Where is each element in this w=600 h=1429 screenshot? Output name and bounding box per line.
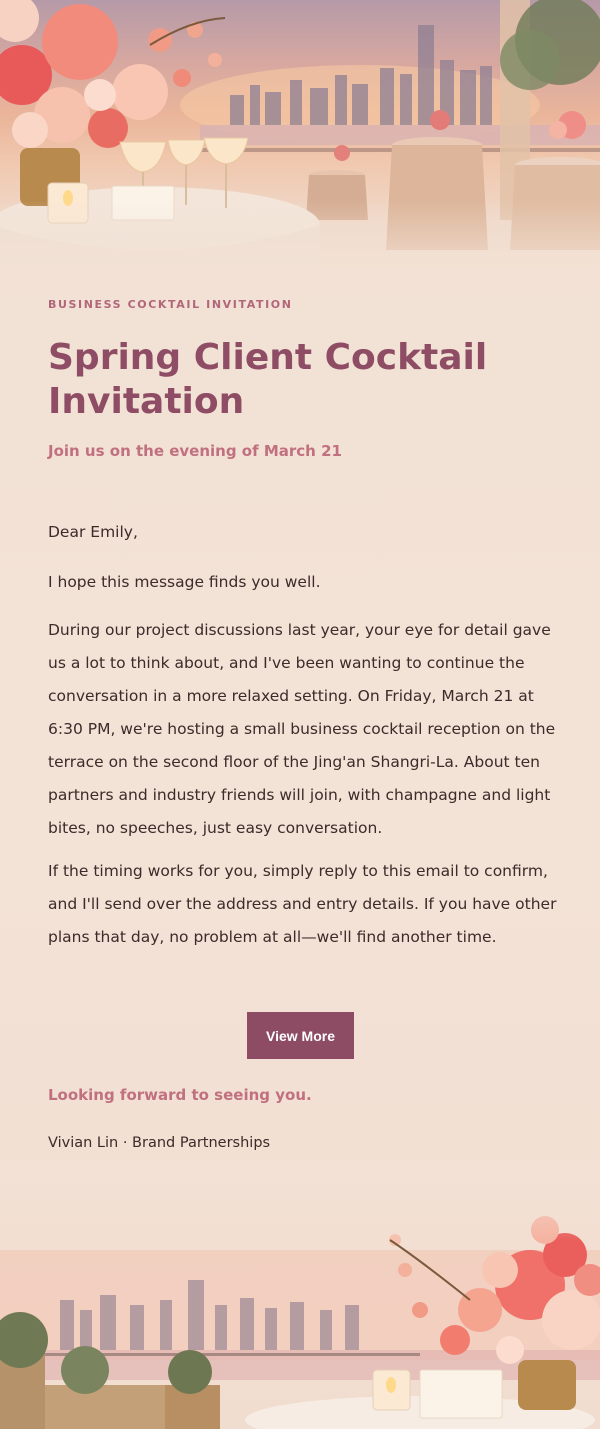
signature: Vivian Lin · Brand Partnerships: [48, 1135, 271, 1151]
eyebrow-label: BUSINESS COCKTAIL INVITATION: [48, 298, 293, 311]
footer-image: [0, 1160, 600, 1429]
email-title: Spring Client Cocktail Invitation: [48, 337, 488, 422]
closing-line: Looking forward to seeing you.: [48, 1086, 312, 1104]
body-paragraph: I hope this message finds you well.: [48, 573, 321, 591]
view-more-button[interactable]: View More: [247, 1012, 354, 1059]
hero-image: [0, 0, 600, 290]
body-paragraph: During our project discussions last year, your eye for detail gave us a lot to think about, and I've been wanting to continue the conversation in a more relaxed setting. On Friday, March 21 at 6:30 PM, we're hosting a small business cocktail reception on the terrace on the second floor of the Jing'an Shangri-La. About ten partners and industry friends will join, with champagne and light bites, no speeches, just easy conversation.: [48, 621, 556, 837]
greeting: Dear Emily,: [48, 523, 138, 541]
email-subtitle: Join us on the evening of March 21: [48, 442, 342, 460]
email-body: [48, 518, 558, 954]
body-paragraph: If the timing works for you, simply reply to this email to confirm, and I'll send over the address and entry details. If you have other plans that day, no problem at all—we'll find another time.: [48, 862, 557, 946]
